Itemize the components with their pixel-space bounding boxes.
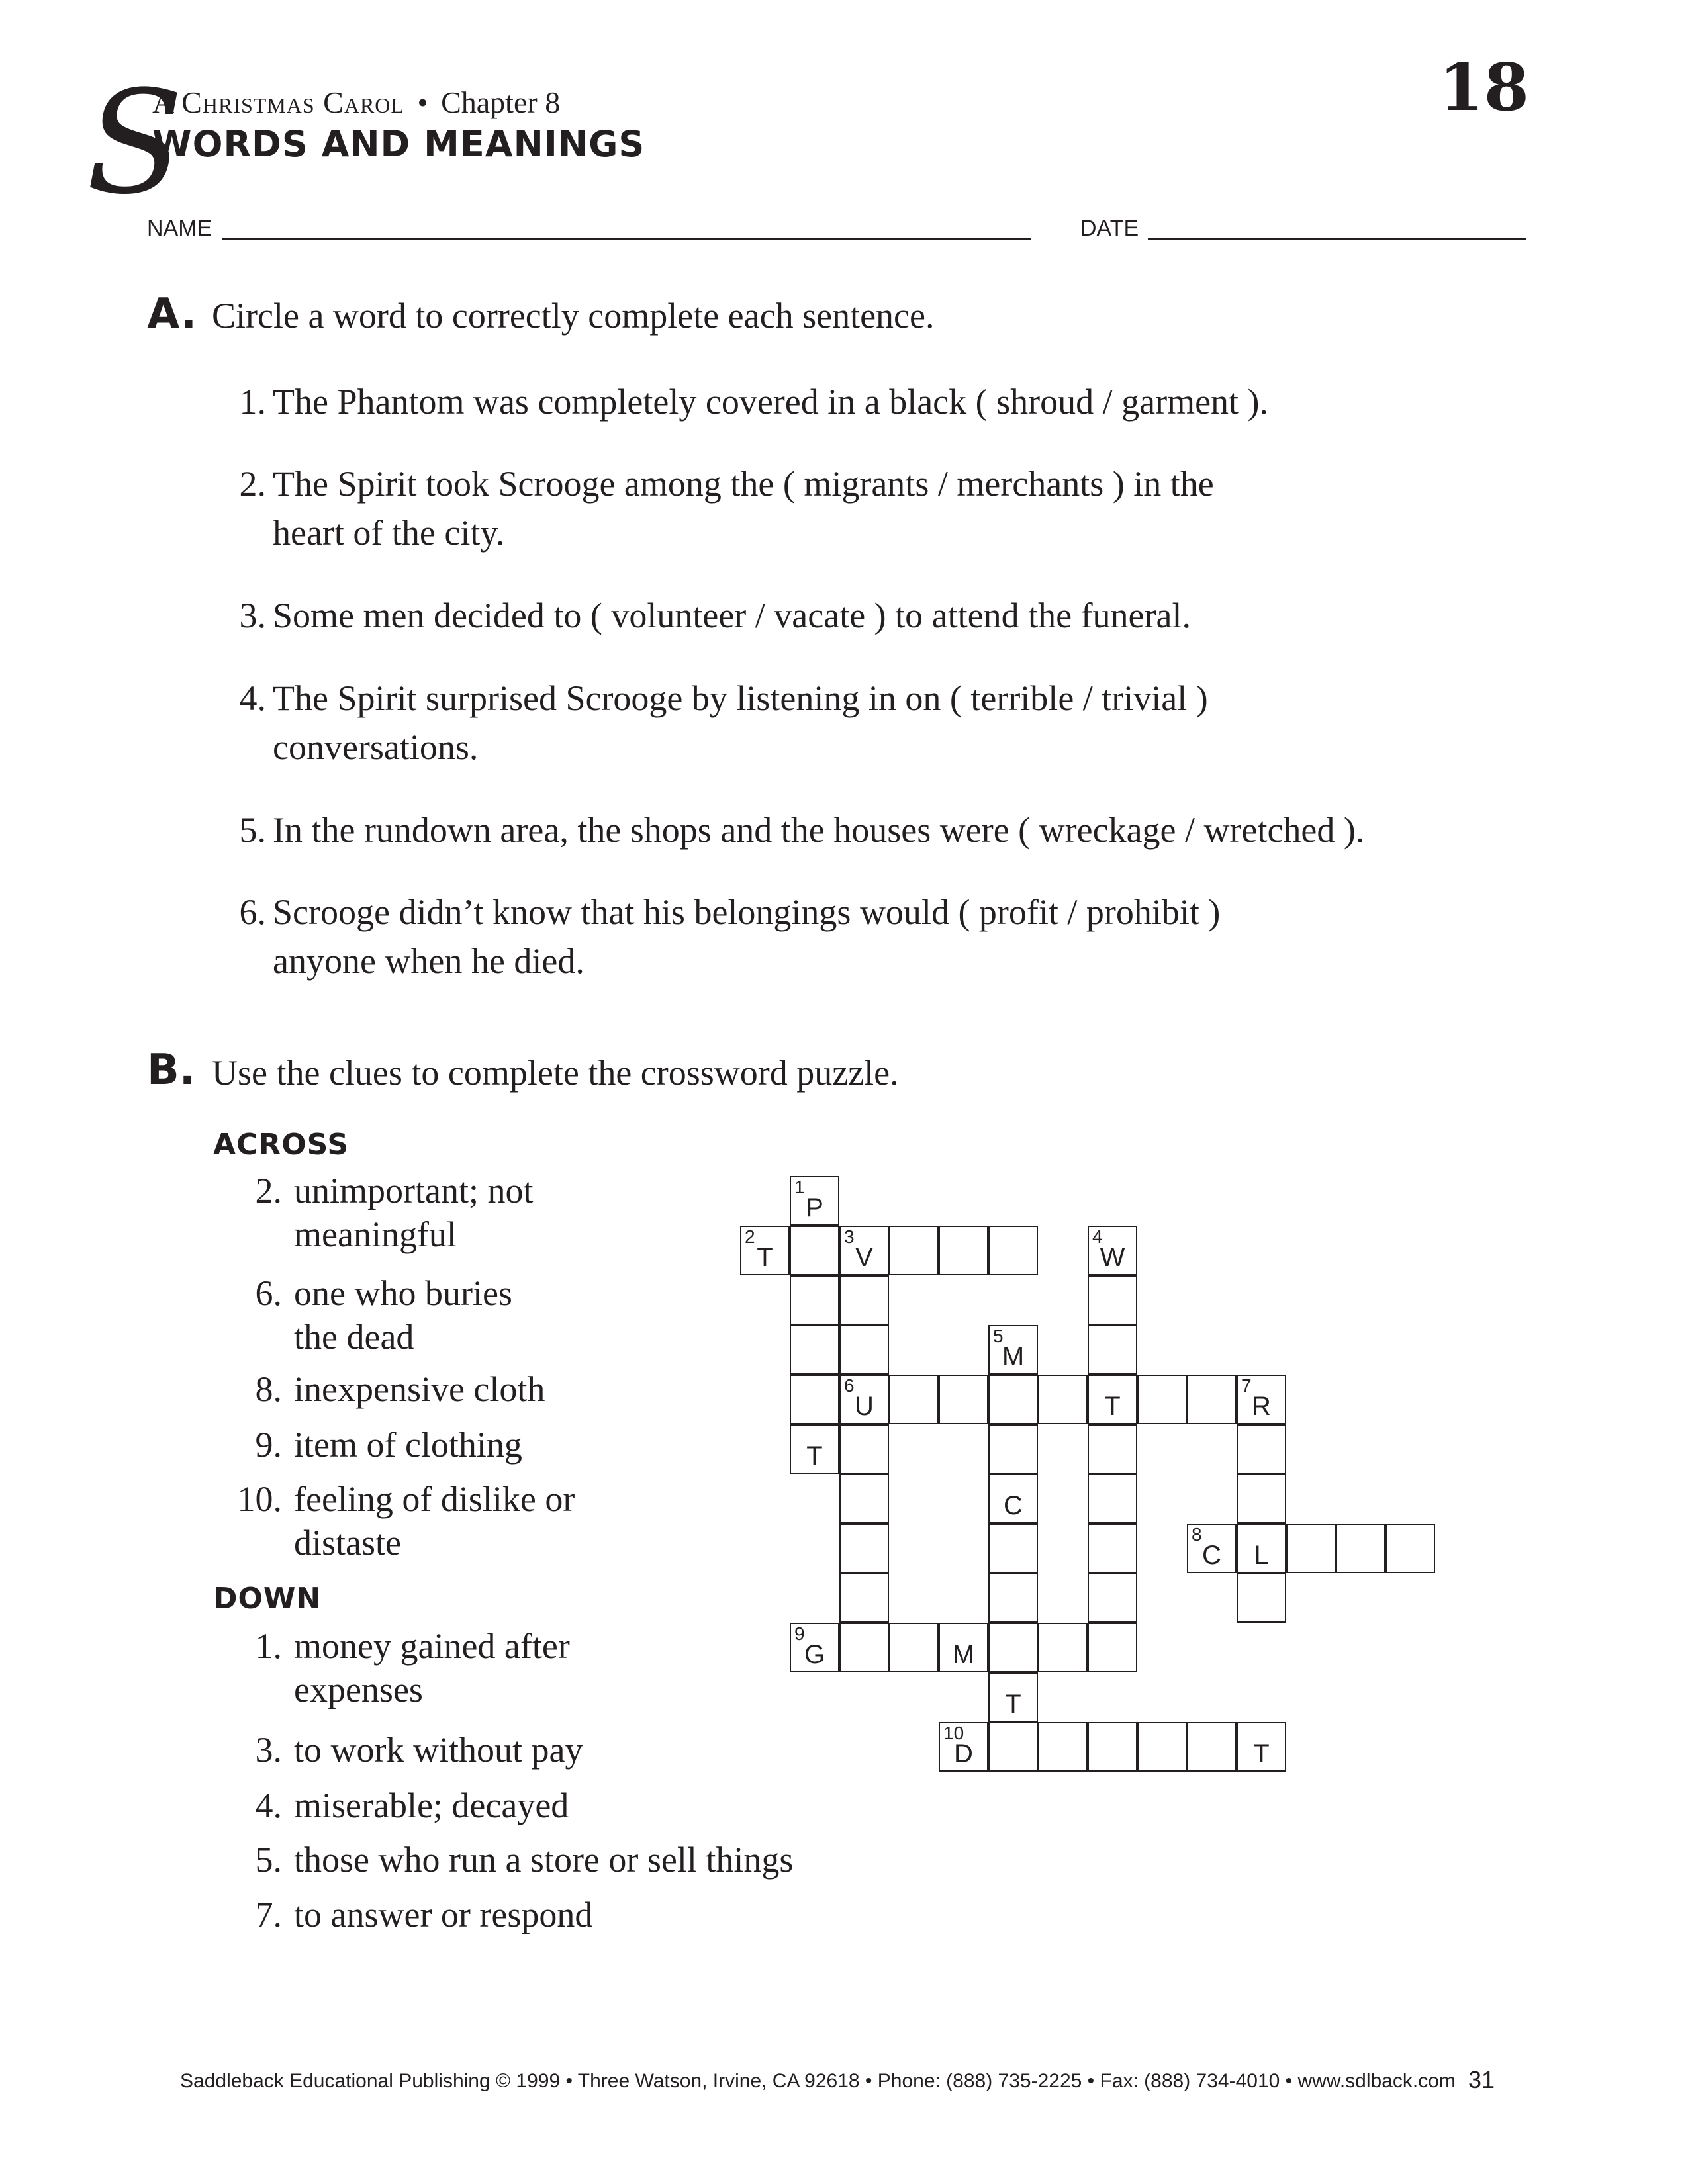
- sentence-number: 2.: [239, 464, 266, 504]
- sentence-number: 6.: [239, 892, 266, 932]
- crossword-cell[interactable]: [1088, 1424, 1137, 1474]
- crossword-cell[interactable]: [1088, 1375, 1137, 1424]
- across-heading: ACROSS: [213, 1128, 350, 1161]
- clue-text: those who run a store or sell things: [294, 1840, 794, 1880]
- crossword-cell[interactable]: [988, 1672, 1038, 1722]
- crossword-cell[interactable]: [740, 1226, 790, 1275]
- crossword-cell[interactable]: [1187, 1375, 1237, 1424]
- crossword-cell[interactable]: [988, 1424, 1038, 1474]
- name-label: NAME: [147, 216, 212, 241]
- crossword-cell[interactable]: [1038, 1375, 1088, 1424]
- clue-text: unimportant; not: [294, 1171, 534, 1210]
- section-b-letter: B.: [147, 1046, 196, 1095]
- clue-text: the dead: [294, 1317, 414, 1357]
- clue-text: inexpensive cloth: [294, 1369, 545, 1409]
- crossword-cell[interactable]: [889, 1226, 939, 1275]
- section-b-instruction: Use the clues to complete the crossword puzzle.: [212, 1053, 899, 1093]
- crossword-cell[interactable]: [839, 1375, 889, 1424]
- down-clue: [222, 1728, 884, 1772]
- crossword-cell[interactable]: [988, 1474, 1038, 1524]
- cell-letter: P: [806, 1193, 823, 1222]
- clue-number: 8.: [255, 1369, 282, 1409]
- section-a-instruction: Circle a word to correctly complete each sentence.: [212, 296, 935, 336]
- sentence-text[interactable]: anyone when he died.: [273, 941, 585, 981]
- clue-text: item of clothing: [294, 1425, 522, 1465]
- clue-number: 6.: [255, 1273, 282, 1313]
- crossword-cell[interactable]: [839, 1275, 889, 1325]
- sentence-item: [217, 805, 1508, 854]
- crossword-cell[interactable]: [1088, 1573, 1137, 1623]
- crossword-cell[interactable]: [1237, 1573, 1286, 1623]
- sentence-text[interactable]: The Phantom was completely covered in a black ( shroud / garment ).: [273, 382, 1269, 422]
- sentence-number: 5.: [239, 810, 266, 850]
- sentence-item: [217, 459, 1508, 557]
- sentence-text[interactable]: In the rundown area, the shops and the houses were ( wreckage / wretched ).: [273, 810, 1365, 850]
- crossword-cell[interactable]: [839, 1226, 889, 1275]
- crossword-cell[interactable]: [1137, 1722, 1187, 1772]
- clue-number: 1.: [255, 1626, 282, 1666]
- sentence-text[interactable]: Scrooge didn’t know that his belongings would ( profit / prohibit ): [273, 892, 1221, 932]
- sentence-item: [217, 591, 1508, 640]
- crossword-cell[interactable]: [988, 1524, 1038, 1573]
- cell-letter: T: [1005, 1690, 1021, 1719]
- book-title-line: [152, 85, 560, 120]
- crossword-cell[interactable]: [988, 1573, 1038, 1623]
- crossword-cell[interactable]: [1237, 1474, 1286, 1524]
- crossword-cell[interactable]: [988, 1226, 1038, 1275]
- cell-letter: M: [952, 1640, 975, 1669]
- sentence-text[interactable]: conversations.: [273, 727, 479, 767]
- name-field[interactable]: [222, 238, 1031, 240]
- clue-number: 10.: [237, 1479, 282, 1519]
- clue-number: 3.: [255, 1730, 282, 1770]
- cell-letter: T: [757, 1243, 773, 1272]
- cell-number: 2: [745, 1226, 755, 1247]
- sentence-text[interactable]: The Spirit took Scrooge among the ( migrants / merchants ) in the: [273, 464, 1214, 504]
- sentence-item: [217, 887, 1508, 985]
- crossword-cell[interactable]: [790, 1226, 839, 1275]
- sentence-item: [217, 377, 1508, 426]
- cell-number: 3: [844, 1226, 855, 1247]
- crossword-cell[interactable]: [839, 1424, 889, 1474]
- down-clue: [222, 1838, 884, 1882]
- crossword-cell[interactable]: [839, 1573, 889, 1623]
- crossword-cell[interactable]: [1187, 1722, 1237, 1772]
- crossword-cell[interactable]: [939, 1226, 988, 1275]
- across-clue: [222, 1477, 884, 1565]
- crossword-cell[interactable]: [1088, 1524, 1137, 1573]
- crossword-cell[interactable]: [1088, 1623, 1137, 1672]
- cell-letter: C: [1004, 1491, 1023, 1520]
- lesson-number: 18: [1438, 50, 1529, 126]
- crossword-cell[interactable]: [1286, 1524, 1336, 1573]
- worksheet-title: WORDS AND MEANINGS: [152, 123, 645, 165]
- sentence-number: 1.: [239, 382, 266, 422]
- cell-number: 1: [794, 1177, 805, 1197]
- crossword-cell[interactable]: [839, 1474, 889, 1524]
- cell-letter: W: [1100, 1243, 1125, 1272]
- clue-text: money gained after: [294, 1626, 570, 1666]
- crossword-cell[interactable]: [1088, 1474, 1137, 1524]
- across-clue: [222, 1423, 884, 1467]
- crossword-cell[interactable]: [1237, 1375, 1286, 1424]
- crossword-cell[interactable]: [1088, 1226, 1137, 1275]
- sentence-text[interactable]: The Spirit surprised Scrooge by listening in on ( terrible / trivial ): [273, 678, 1208, 718]
- crossword-cell[interactable]: [1385, 1524, 1435, 1573]
- crossword-cell[interactable]: [1336, 1524, 1385, 1573]
- crossword-cell[interactable]: [988, 1375, 1038, 1424]
- cell-number: 7: [1241, 1375, 1252, 1396]
- cell-letter: M: [1002, 1342, 1025, 1371]
- sentence-number: 3.: [239, 596, 266, 635]
- cell-letter: T: [806, 1441, 823, 1471]
- crossword-cell[interactable]: [790, 1325, 839, 1375]
- clue-text: to answer or respond: [294, 1895, 593, 1934]
- cell-letter: R: [1252, 1392, 1271, 1421]
- cell-letter: G: [804, 1640, 825, 1669]
- date-field[interactable]: [1148, 238, 1526, 240]
- clue-text: one who buries: [294, 1273, 512, 1313]
- crossword-cell[interactable]: [1137, 1375, 1187, 1424]
- crossword-cell[interactable]: [1187, 1524, 1237, 1573]
- crossword-cell[interactable]: [790, 1176, 839, 1226]
- crossword-cell[interactable]: [988, 1623, 1038, 1672]
- cell-letter: C: [1202, 1541, 1221, 1570]
- crossword-cell[interactable]: [889, 1623, 939, 1672]
- crossword-cell[interactable]: [988, 1722, 1038, 1772]
- crossword-cell[interactable]: [790, 1375, 839, 1424]
- crossword-cell[interactable]: [889, 1375, 939, 1424]
- sentence-number: 4.: [239, 678, 266, 718]
- crossword-cell[interactable]: [1088, 1275, 1137, 1325]
- cell-number: 6: [844, 1375, 855, 1396]
- clue-text: meaningful: [294, 1214, 457, 1254]
- crossword-cell[interactable]: [1038, 1722, 1088, 1772]
- crossword-cell[interactable]: [1088, 1722, 1137, 1772]
- publisher-logo: S: [86, 60, 184, 226]
- sentence-text[interactable]: Some men decided to ( volunteer / vacate ) to attend the funeral.: [273, 596, 1191, 635]
- clue-number: 7.: [255, 1895, 282, 1934]
- crossword-cell[interactable]: [790, 1623, 839, 1672]
- page-number: 31: [1468, 2066, 1495, 2093]
- date-label: DATE: [1080, 216, 1139, 241]
- crossword-cell[interactable]: [1038, 1623, 1088, 1672]
- clue-number: 4.: [255, 1786, 282, 1825]
- crossword-cell[interactable]: [839, 1325, 889, 1375]
- clue-text: feeling of dislike or: [294, 1479, 575, 1519]
- across-clue: [222, 1271, 884, 1359]
- crossword-cell[interactable]: [839, 1623, 889, 1672]
- crossword-cell[interactable]: [988, 1325, 1038, 1375]
- cell-number: 5: [993, 1326, 1004, 1346]
- crossword-cell[interactable]: [1237, 1722, 1286, 1772]
- clue-text: distaste: [294, 1523, 401, 1563]
- down-clue: [222, 1624, 884, 1711]
- clue-number: 2.: [255, 1171, 282, 1210]
- sentence-item: [217, 674, 1508, 772]
- title-separator: •: [417, 85, 428, 119]
- crossword-cell[interactable]: [790, 1275, 839, 1325]
- cell-number: 8: [1192, 1524, 1202, 1545]
- crossword-cell[interactable]: [939, 1722, 988, 1772]
- cell-letter: V: [855, 1243, 873, 1272]
- crossword-cell[interactable]: [1237, 1524, 1286, 1573]
- crossword-cell[interactable]: [839, 1524, 889, 1573]
- down-clue: [222, 1784, 884, 1827]
- cell-number: 9: [794, 1623, 805, 1644]
- crossword-cell[interactable]: [939, 1375, 988, 1424]
- footer-publisher: Saddleback Educational Publishing © 1999 • Three Watson, Irvine, CA 92618 • Phone: (888) 735-2225 • Fax: (888) 734-4010 • www.sdlback.com: [180, 2070, 1456, 2092]
- cell-letter: T: [1104, 1392, 1121, 1421]
- clue-text: miserable; decayed: [294, 1786, 569, 1825]
- crossword-cell[interactable]: [1088, 1325, 1137, 1375]
- cell-number: 4: [1092, 1226, 1103, 1247]
- crossword-cell[interactable]: [939, 1623, 988, 1672]
- sentence-text[interactable]: heart of the city.: [273, 513, 505, 553]
- book-title: A Christmas Carol: [152, 85, 404, 119]
- cell-number: 10: [943, 1723, 964, 1743]
- clue-text: expenses: [294, 1670, 423, 1709]
- cell-letter: L: [1254, 1541, 1269, 1570]
- clue-number: 5.: [255, 1840, 282, 1880]
- clue-text: to work without pay: [294, 1730, 583, 1770]
- clue-number: 9.: [255, 1425, 282, 1465]
- down-clue: [222, 1893, 884, 1936]
- cell-letter: U: [855, 1392, 874, 1421]
- cell-letter: T: [1253, 1739, 1270, 1768]
- across-clue: [222, 1367, 884, 1411]
- down-heading: DOWN: [213, 1582, 322, 1615]
- crossword-cell[interactable]: [1237, 1424, 1286, 1474]
- chapter-label: Chapter 8: [441, 85, 561, 119]
- cell-letter: D: [954, 1739, 973, 1768]
- section-a-letter: A.: [147, 290, 197, 339]
- crossword-cell[interactable]: [790, 1424, 839, 1474]
